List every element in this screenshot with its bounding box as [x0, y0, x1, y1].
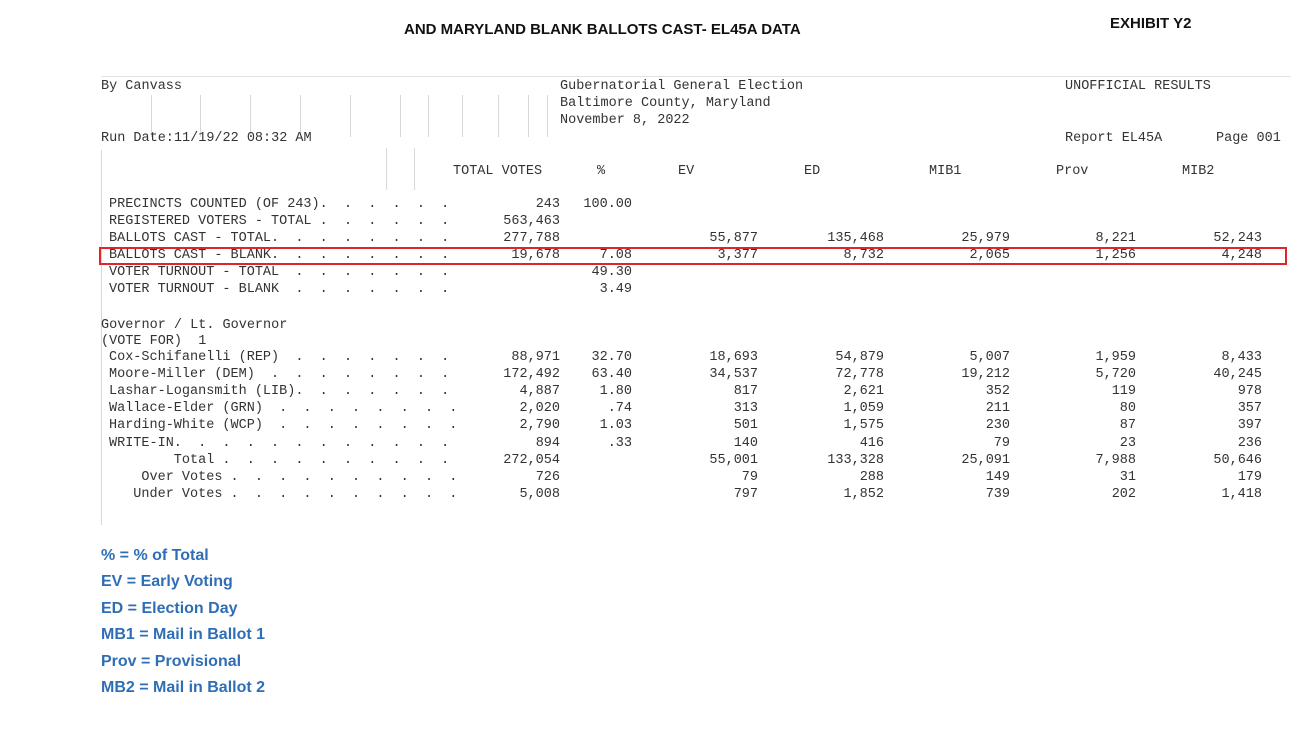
candidate-row-prov: 7,988	[1095, 452, 1136, 468]
report-id: Report EL45A	[1065, 131, 1163, 146]
candidate-row-ed: 2,621	[843, 384, 884, 400]
guide-line	[386, 148, 387, 190]
legend-item: Prov = Provisional	[101, 652, 242, 670]
candidate-row-prov: 5,720	[1095, 367, 1136, 383]
candidate-row-total: 2,790	[519, 418, 560, 434]
candidate-row-mib1: 25,091	[961, 452, 1010, 468]
legend-item: MB2 = Mail in Ballot 2	[101, 679, 266, 697]
col-header-total-votes: TOTAL VOTES	[453, 164, 543, 179]
summary-row-ev: 55,877	[709, 231, 758, 246]
candidate-row-mib2: 179	[1237, 469, 1262, 485]
candidate-row-ed: 416	[859, 435, 884, 451]
candidate-row-label: Total . . . . . . . . . .	[109, 452, 450, 468]
summary-row-mib1: 25,979	[961, 231, 1010, 246]
candidate-row-label: Over Votes . . . . . . . . . .	[109, 469, 458, 485]
candidate-row-mib2: 8,433	[1221, 350, 1262, 365]
summary-row-label: VOTER TURNOUT - BLANK . . . . . . .	[109, 282, 450, 297]
candidate-row-prov: 1,959	[1095, 350, 1136, 365]
abbreviation-legend	[101, 543, 265, 701]
candidate-row-pct: .74	[607, 401, 632, 417]
candidate-row-mib1: 352	[985, 384, 1010, 400]
guide-line	[350, 95, 351, 137]
run-date: Run Date:11/19/22 08:32 AM	[101, 131, 312, 146]
candidate-row-mib1: 79	[993, 435, 1010, 451]
guide-line	[547, 95, 548, 137]
summary-row-pct: 100.00	[583, 197, 632, 212]
top-rule	[101, 76, 1291, 77]
candidate-row-mib1: 5,007	[969, 350, 1010, 365]
candidate-row-ed: 54,879	[835, 350, 884, 365]
candidate-row-pct: 63.40	[591, 367, 632, 383]
candidate-row-mib2: 40,245	[1213, 367, 1262, 383]
col-header-ed: ED	[804, 164, 821, 179]
summary-row-label: BALLOTS CAST - TOTAL. . . . . . . .	[109, 231, 450, 246]
candidate-row-prov: 31	[1119, 469, 1136, 485]
candidate-row-mib2: 978	[1237, 384, 1262, 400]
summary-row-ed: 135,468	[827, 231, 884, 246]
candidate-row-ev: 313	[733, 401, 758, 417]
blank-ballots-highlight	[99, 247, 1287, 265]
candidate-row-ev: 797	[733, 486, 758, 502]
candidate-row-mib1: 211	[985, 401, 1010, 417]
col-header-mib2: MIB2	[1182, 164, 1215, 179]
summary-row-mib2: 52,243	[1213, 231, 1262, 246]
election-county: Baltimore County, Maryland	[560, 96, 771, 111]
guide-line	[498, 95, 499, 137]
candidate-row-label: Harding-White (WCP) . . . . . . . .	[109, 418, 458, 434]
candidate-row-prov: 23	[1119, 435, 1136, 451]
col-header-prov: Prov	[1056, 164, 1089, 179]
candidate-row-mib1: 739	[985, 486, 1010, 502]
candidate-row-ed: 1,575	[843, 418, 884, 434]
candidate-row-mib2: 50,646	[1213, 452, 1262, 468]
candidate-row-total: 2,020	[519, 401, 560, 417]
col-header-ev: EV	[678, 164, 695, 179]
candidate-row-mib2: 1,418	[1221, 486, 1262, 502]
candidate-row-total: 172,492	[503, 367, 560, 383]
guide-line	[428, 95, 429, 137]
candidate-row-mib2: 236	[1237, 435, 1262, 451]
candidate-row-total: 5,008	[519, 486, 560, 502]
candidate-row-total: 88,971	[511, 350, 560, 365]
summary-row-mib2: 4,248	[1221, 248, 1262, 263]
candidate-row-total: 894	[535, 435, 560, 451]
candidate-row-ed: 1,852	[843, 486, 884, 502]
election-date: November 8, 2022	[560, 113, 690, 128]
candidate-row-prov: 202	[1111, 486, 1136, 502]
col-header-mib1: MIB1	[929, 164, 962, 179]
candidate-row-mib1: 230	[985, 418, 1010, 434]
col-header-percent: %	[597, 164, 606, 179]
candidate-row-label: Wallace-Elder (GRN) . . . . . . . .	[109, 401, 458, 417]
candidate-row-ed: 288	[859, 469, 884, 485]
candidate-row-ev: 79	[741, 469, 758, 485]
guide-line	[400, 95, 401, 137]
summary-row-label: VOTER TURNOUT - TOTAL . . . . . . .	[109, 265, 450, 280]
summary-row-pct: 3.49	[599, 282, 632, 297]
page-number: Page 001	[1216, 131, 1281, 146]
candidate-row-ed: 133,328	[827, 452, 884, 468]
contest-title: Governor / Lt. Governor	[101, 318, 288, 333]
candidate-row-ed: 72,778	[835, 367, 884, 383]
candidate-row-pct: 1.80	[599, 384, 632, 400]
guide-line	[462, 95, 463, 137]
summary-row-mib1: 2,065	[969, 248, 1010, 263]
election-name: Gubernatorial General Election	[560, 79, 804, 94]
summary-row-prov: 8,221	[1095, 231, 1136, 246]
summary-row-label: PRECINCTS COUNTED (OF 243). . . . . .	[109, 197, 450, 212]
candidate-row-mib2: 357	[1237, 401, 1262, 417]
guide-line	[414, 148, 415, 190]
summary-row-total: 563,463	[503, 214, 560, 229]
candidate-row-prov: 119	[1111, 384, 1136, 400]
candidate-row-total: 272,054	[503, 452, 560, 468]
summary-row-prov: 1,256	[1095, 248, 1136, 263]
candidate-row-label: Moore-Miller (DEM) . . . . . . . .	[109, 367, 450, 383]
candidate-row-mib2: 397	[1237, 418, 1262, 434]
candidate-row-pct: 1.03	[599, 418, 632, 434]
candidate-row-mib1: 149	[985, 469, 1010, 485]
legend-item: MB1 = Mail in Ballot 1	[101, 626, 266, 644]
vote-for-line: (VOTE FOR) 1	[101, 334, 207, 349]
legend-item: ED = Election Day	[101, 599, 238, 617]
summary-row-pct: 7.08	[599, 248, 632, 263]
candidate-row-ev: 817	[733, 384, 758, 400]
exhibit-label: EXHIBIT Y2	[1110, 15, 1192, 32]
document-title: AND MARYLAND BLANK BALLOTS CAST- EL45A DATA	[404, 21, 801, 38]
candidate-row-pct: 32.70	[591, 350, 632, 365]
candidate-row-label: Cox-Schifanelli (REP) . . . . . . .	[109, 350, 450, 365]
candidate-row-label: WRITE-IN. . . . . . . . . . . .	[109, 435, 450, 451]
candidate-row-pct: .33	[607, 435, 632, 451]
summary-row-ev: 3,377	[717, 248, 758, 263]
candidate-row-prov: 80	[1119, 401, 1136, 417]
summary-row-total: 19,678	[511, 248, 560, 263]
summary-row-label: REGISTERED VOTERS - TOTAL . . . . . .	[109, 214, 450, 229]
legend-item: % = % of Total	[101, 547, 209, 564]
summary-row-ed: 8,732	[843, 248, 884, 263]
summary-row-label: BALLOTS CAST - BLANK. . . . . . . .	[109, 248, 450, 263]
report-by-canvass: By Canvass	[101, 79, 183, 94]
candidate-row-ev: 501	[733, 418, 758, 434]
candidate-row-ev: 140	[733, 435, 758, 451]
candidate-row-ev: 55,001	[709, 452, 758, 468]
candidate-row-label: Lashar-Logansmith (LIB). . . . . . .	[109, 384, 450, 400]
summary-row-total: 243	[535, 197, 560, 212]
candidate-row-total: 726	[535, 469, 560, 485]
candidate-row-ev: 18,693	[709, 350, 758, 365]
candidate-row-label: Under Votes . . . . . . . . . .	[109, 486, 458, 502]
guide-line	[528, 95, 529, 137]
summary-row-total: 277,788	[503, 231, 560, 246]
candidate-row-ed: 1,059	[843, 401, 884, 417]
candidate-row-prov: 87	[1119, 418, 1136, 434]
legend-item: EV = Early Voting	[101, 573, 233, 591]
candidate-row-ev: 34,537	[709, 367, 758, 383]
candidate-row-total: 4,887	[519, 384, 560, 400]
candidate-row-mib1: 19,212	[961, 367, 1010, 383]
results-status: UNOFFICIAL RESULTS	[1065, 79, 1211, 94]
summary-row-pct: 49.30	[591, 265, 632, 280]
